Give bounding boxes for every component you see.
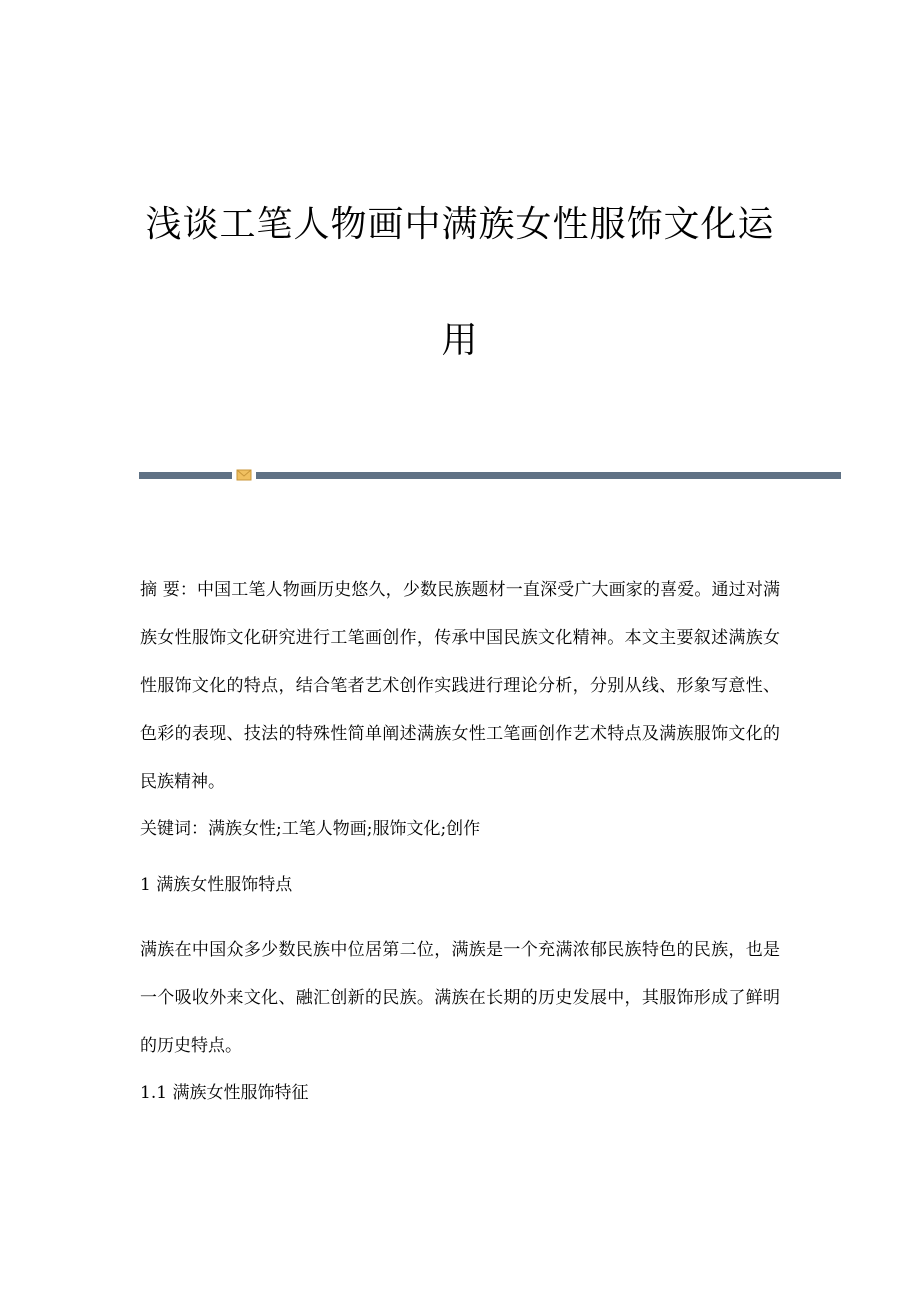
divider-bar-right [256,472,841,479]
section-heading-1-1: 1.1 满族女性服饰特征 [140,1083,309,1103]
abstract-paragraph: 摘 要：中国工笔人物画历史悠久，少数民族题材一直深受广大画家的喜爱。通过对满族女性服饰文化研究进行工笔画创作，传承中国民族文化精神。本文主要叙述满族女性服饰文化的特点，结合笔者艺术创作实践进行理论分析，分别从线、形象写意性、色彩的表现、技法的特殊性简单阐述满族女性工笔画创作艺术特点及满族服饰文化的民族精神。 [140,580,780,792]
document-title-line-1: 浅谈工笔人物画中满族女性服饰文化运 [145,204,775,245]
envelope-icon [236,468,252,482]
title-divider [139,468,841,482]
section-heading-1: 1 满族女性服饰特点 [140,875,293,895]
divider-bar-left [139,472,232,479]
document-title-line-2: 用 [441,320,479,361]
keywords-line: 关键词：满族女性;工笔人物画;服饰文化;创作 [140,819,481,839]
section-1-paragraph: 满族在中国众多少数民族中位居第二位，满族是一个充满浓郁民族特色的民族，也是一个吸收外来文化、融汇创新的民族。满族在长期的历史发展中，其服饰形成了鲜明的历史特点。 [140,940,780,1056]
